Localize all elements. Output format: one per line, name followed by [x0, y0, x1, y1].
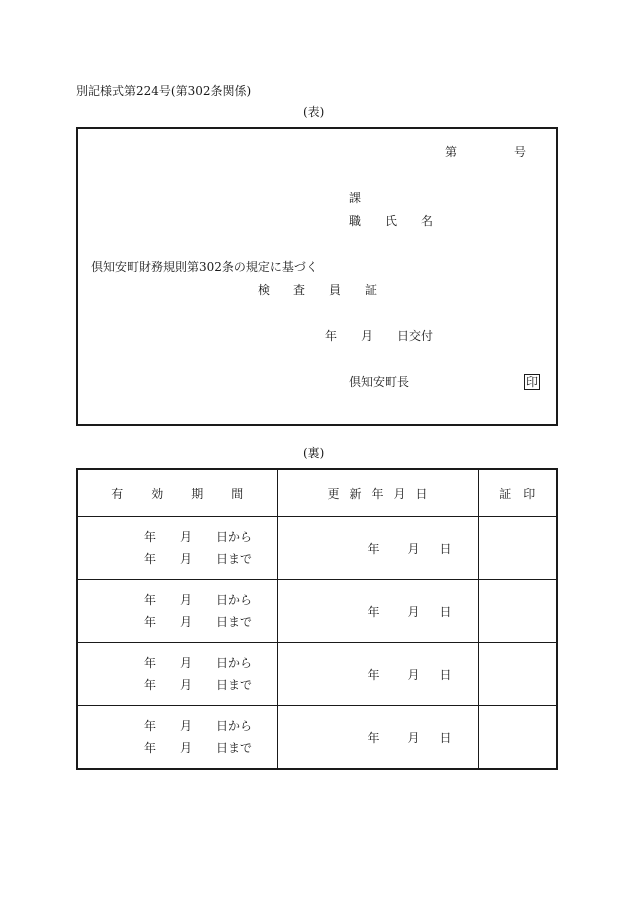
- seal-icon: 印: [526, 375, 539, 389]
- table-row: [77, 580, 557, 643]
- certification-cell: [478, 643, 557, 706]
- valid-from: 年 月 日から: [144, 530, 253, 544]
- position-label: 職: [349, 214, 362, 228]
- section-label: 課: [349, 191, 362, 205]
- renewal-table: [76, 468, 558, 770]
- issuer-name: 倶知安町長: [349, 375, 410, 389]
- renewal-date-cell: 年 月 日: [277, 643, 478, 706]
- certification-cell: [478, 706, 557, 770]
- validity-header: 有 効 期 間: [77, 469, 277, 517]
- valid-from: 年 月 日から: [144, 593, 253, 607]
- validity-cell: [77, 643, 277, 706]
- seal-mark: [524, 374, 540, 390]
- validity-cell: [77, 706, 277, 770]
- table-row: [77, 517, 557, 580]
- renewal-header: 更 新 年 月 日: [277, 469, 478, 517]
- validity-cell: [77, 580, 277, 643]
- valid-from: 年 月 日から: [144, 719, 253, 733]
- table-row: [77, 643, 557, 706]
- certification-cell: [478, 517, 557, 580]
- back-label: (裏): [303, 446, 325, 460]
- issue-month: 月: [361, 329, 374, 343]
- front-label: (表): [303, 105, 325, 119]
- form-title: 別記様式第224号(第302条関係): [76, 84, 252, 98]
- title-char-3: 員: [329, 283, 342, 297]
- number-dai: 第: [445, 145, 458, 159]
- title-char-2: 査: [293, 283, 306, 297]
- validity-cell: [77, 517, 277, 580]
- title-char-1: 検: [258, 283, 271, 297]
- renewal-date-cell: 年 月 日: [277, 706, 478, 770]
- name-label-1: 氏: [385, 214, 398, 228]
- issue-day: 日交付: [397, 329, 434, 343]
- basis-text: 倶知安町財務規則第302条の規定に基づく: [91, 260, 318, 274]
- number-go: 号: [514, 145, 527, 159]
- valid-from: 年 月 日から: [144, 656, 253, 670]
- valid-to: 年 月 日まで: [144, 552, 253, 566]
- renewal-date-cell: 年 月 日: [277, 580, 478, 643]
- front-card: [76, 127, 558, 426]
- renewal-date-cell: 年 月 日: [277, 517, 478, 580]
- certification-header: 証 印: [478, 469, 557, 517]
- table-row: [77, 706, 557, 770]
- table-header-row: [77, 469, 557, 517]
- valid-to: 年 月 日まで: [144, 678, 253, 692]
- name-label-2: 名: [421, 214, 434, 228]
- issue-year: 年: [325, 329, 338, 343]
- valid-to: 年 月 日まで: [144, 741, 253, 755]
- title-char-4: 証: [365, 283, 378, 297]
- valid-to: 年 月 日まで: [144, 615, 253, 629]
- certification-cell: [478, 580, 557, 643]
